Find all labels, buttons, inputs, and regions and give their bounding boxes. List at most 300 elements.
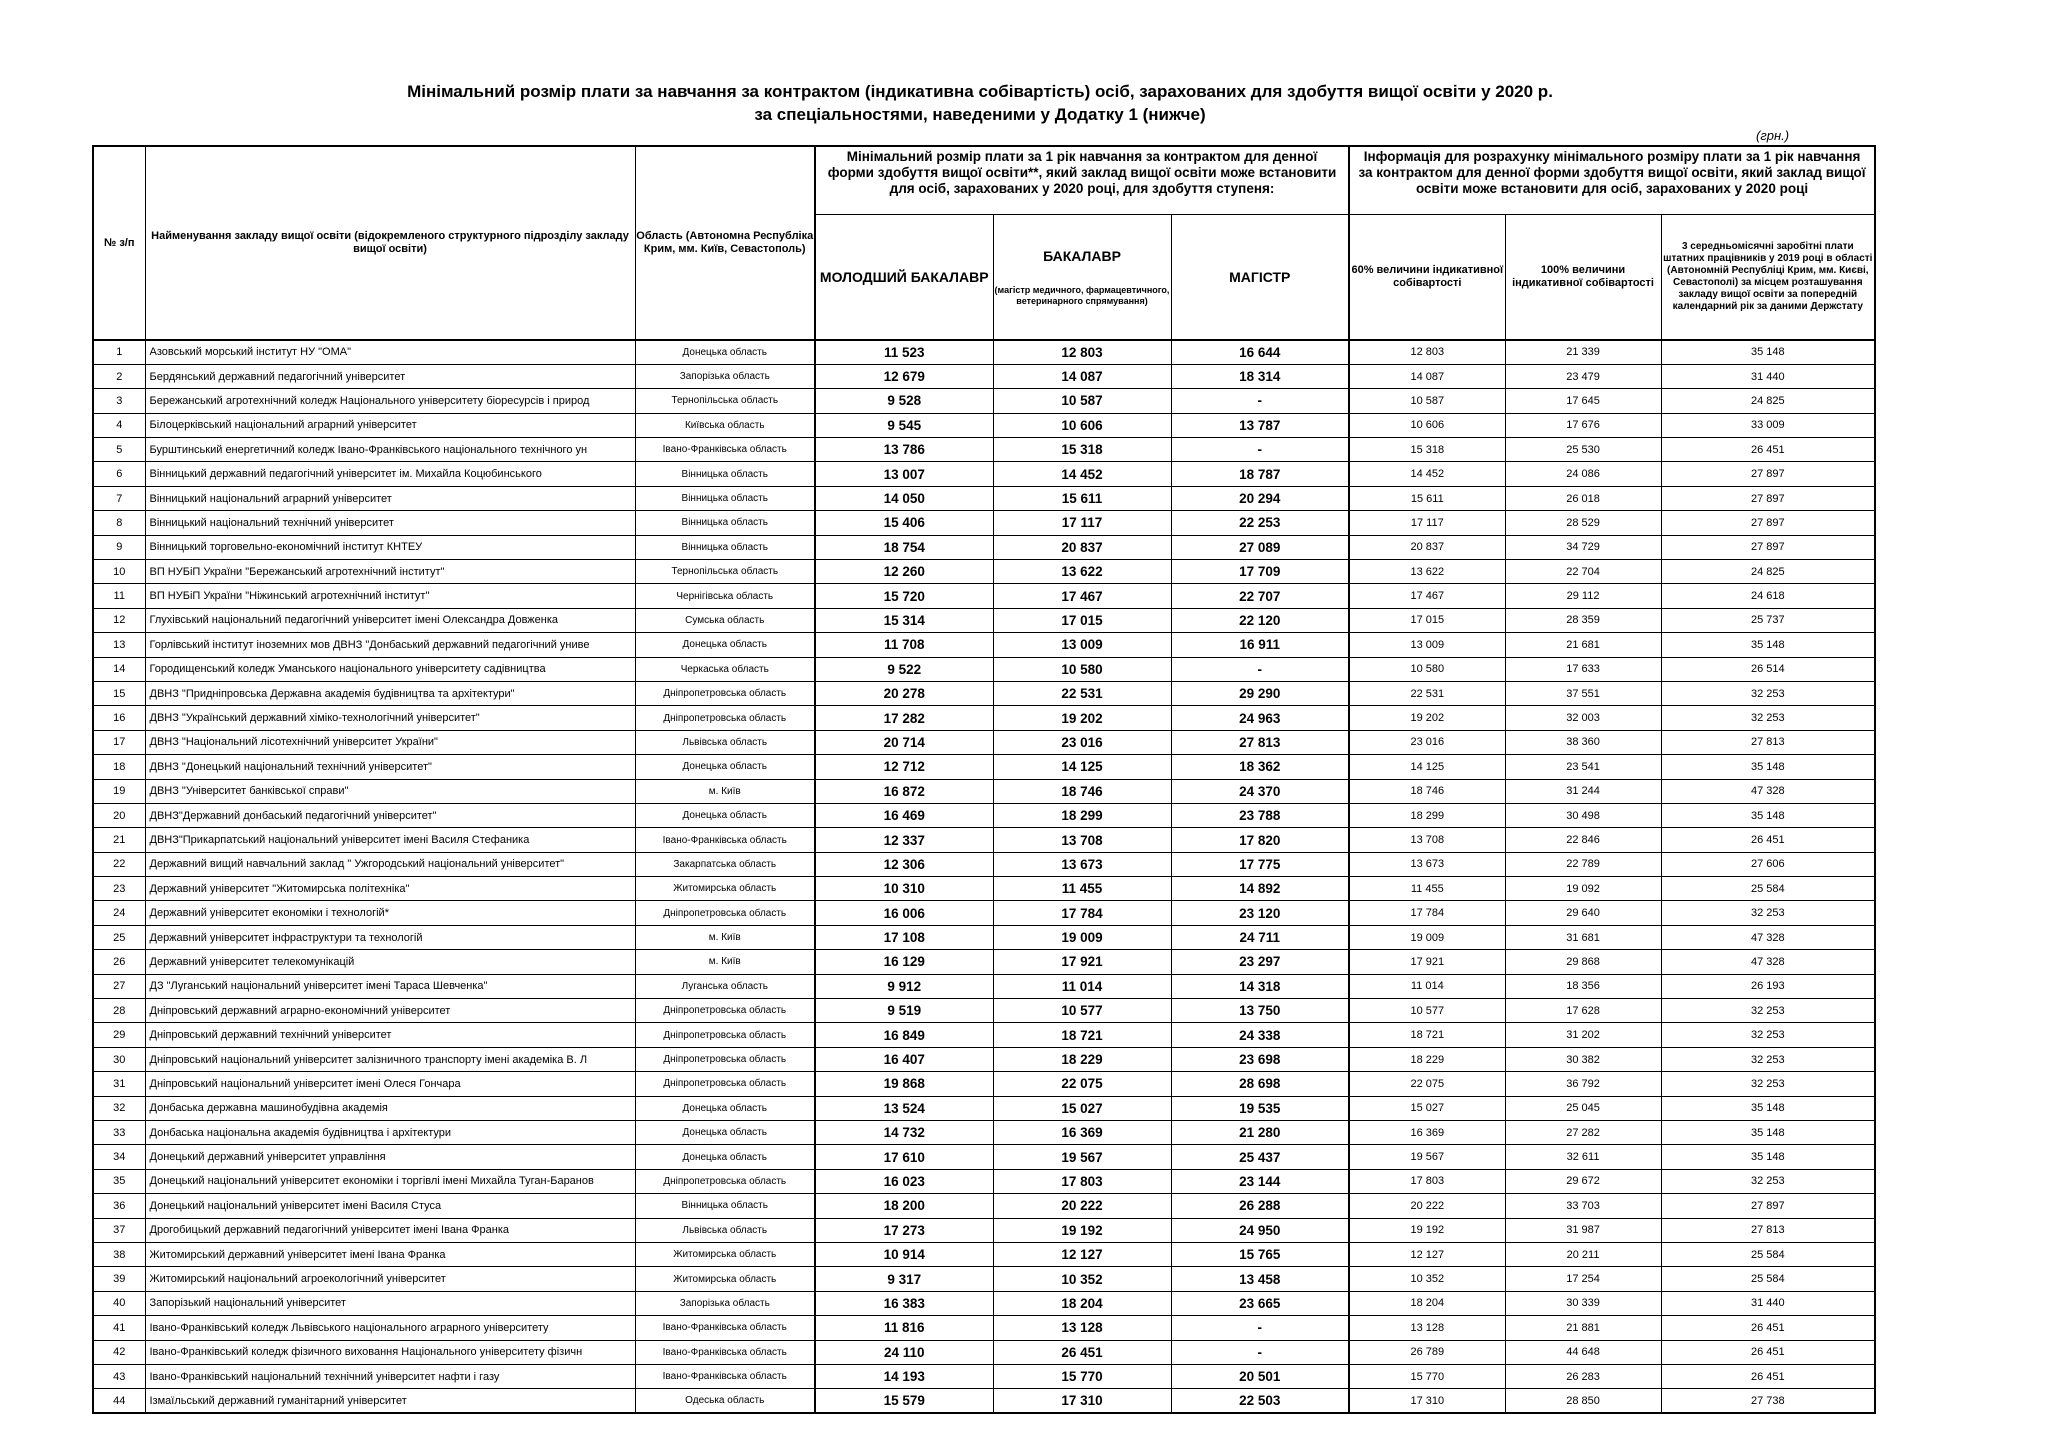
cost-100pct: 21 339 — [1505, 340, 1661, 364]
avg-wage-x3: 32 253 — [1661, 1169, 1875, 1193]
row-number: 36 — [93, 1194, 145, 1218]
fee-bachelor: 15 611 — [993, 486, 1171, 510]
row-number: 21 — [93, 828, 145, 852]
fee-bachelor: 10 580 — [993, 657, 1171, 681]
row-number: 19 — [93, 779, 145, 803]
cost-60pct: 17 310 — [1349, 1389, 1505, 1413]
table-row — [93, 438, 1875, 462]
fee-master: 14 318 — [1171, 974, 1349, 998]
table-row — [93, 974, 1875, 998]
region: Черкаська область — [635, 657, 815, 681]
cost-60pct: 13 708 — [1349, 828, 1505, 852]
cost-60pct: 14 452 — [1349, 462, 1505, 486]
fee-junior-bachelor: 9 912 — [815, 974, 993, 998]
fee-master: 23 698 — [1171, 1047, 1349, 1071]
fee-master: 23 120 — [1171, 901, 1349, 925]
avg-wage-x3: 27 897 — [1661, 1194, 1875, 1218]
table-row — [93, 999, 1875, 1023]
institution-name: ДВНЗ "Український державний хіміко-технологічний університет" — [145, 706, 635, 730]
fee-junior-bachelor: 10 310 — [815, 877, 993, 901]
fee-junior-bachelor: 15 406 — [815, 511, 993, 535]
avg-wage-x3: 31 440 — [1661, 364, 1875, 388]
institution-name: Білоцерківський національний аграрний університет — [145, 413, 635, 437]
row-number: 31 — [93, 1072, 145, 1096]
institution-name: Вінницький національний технічний університет — [145, 511, 635, 535]
table-row — [93, 877, 1875, 901]
table-row — [93, 901, 1875, 925]
fee-master: 18 314 — [1171, 364, 1349, 388]
fee-master: 13 458 — [1171, 1267, 1349, 1291]
institution-name: ДЗ "Луганський національний університет імені Тараса Шевченка" — [145, 974, 635, 998]
table-row — [93, 1218, 1875, 1242]
table-row — [93, 560, 1875, 584]
row-number: 39 — [93, 1267, 145, 1291]
fee-master: 22 253 — [1171, 511, 1349, 535]
fee-bachelor: 10 606 — [993, 413, 1171, 437]
fee-master: - — [1171, 438, 1349, 462]
cost-100pct: 23 541 — [1505, 755, 1661, 779]
table-row — [93, 1316, 1875, 1340]
cost-100pct: 17 633 — [1505, 657, 1661, 681]
cost-100pct: 22 789 — [1505, 852, 1661, 876]
fee-master: 19 535 — [1171, 1096, 1349, 1120]
region: Вінницька область — [635, 535, 815, 559]
fee-junior-bachelor: 16 006 — [815, 901, 993, 925]
fee-bachelor: 23 016 — [993, 730, 1171, 754]
institution-name: Донбаська державна машинобудівна академія — [145, 1096, 635, 1120]
cost-100pct: 17 645 — [1505, 389, 1661, 413]
cost-100pct: 38 360 — [1505, 730, 1661, 754]
table-row — [93, 657, 1875, 681]
cost-100pct: 25 530 — [1505, 438, 1661, 462]
unit-label: (грн.) — [1756, 128, 1790, 143]
cost-100pct: 28 359 — [1505, 608, 1661, 632]
avg-wage-x3: 27 606 — [1661, 852, 1875, 876]
institution-name: Дніпровський державний технічний університет — [145, 1023, 635, 1047]
fee-master: 16 644 — [1171, 340, 1349, 364]
cost-60pct: 16 369 — [1349, 1121, 1505, 1145]
table-row — [93, 413, 1875, 437]
fee-junior-bachelor: 12 679 — [815, 364, 993, 388]
institution-name: Горлівський інститут іноземних мов ДВНЗ "Донбаський державний педагогічний униве — [145, 633, 635, 657]
table-row — [93, 1389, 1875, 1413]
avg-wage-x3: 26 451 — [1661, 828, 1875, 852]
avg-wage-x3: 35 148 — [1661, 755, 1875, 779]
fee-junior-bachelor: 13 007 — [815, 462, 993, 486]
table-row — [93, 608, 1875, 632]
cost-100pct: 30 498 — [1505, 803, 1661, 827]
region: м. Київ — [635, 950, 815, 974]
fee-junior-bachelor: 15 579 — [815, 1389, 993, 1413]
institution-name: Дніпровський державний аграрно-економічний університет — [145, 999, 635, 1023]
table-row — [93, 1340, 1875, 1364]
table-body — [93, 340, 1875, 1413]
cost-100pct: 20 211 — [1505, 1242, 1661, 1266]
avg-wage-x3: 27 897 — [1661, 486, 1875, 510]
cost-60pct: 13 673 — [1349, 852, 1505, 876]
row-number: 2 — [93, 364, 145, 388]
row-number: 34 — [93, 1145, 145, 1169]
row-number: 18 — [93, 755, 145, 779]
fee-bachelor: 18 229 — [993, 1047, 1171, 1071]
fee-master: 21 280 — [1171, 1121, 1349, 1145]
row-number: 42 — [93, 1340, 145, 1364]
institution-name: Бурштинський енергетичний коледж Івано-Франківського національного технічного ун — [145, 438, 635, 462]
avg-wage-x3: 47 328 — [1661, 779, 1875, 803]
row-number: 41 — [93, 1316, 145, 1340]
avg-wage-x3: 32 253 — [1661, 999, 1875, 1023]
institution-name: Бердянський державний педагогічний університет — [145, 364, 635, 388]
avg-wage-x3: 47 328 — [1661, 925, 1875, 949]
fee-bachelor: 12 803 — [993, 340, 1171, 364]
region: Івано-Франківська область — [635, 1340, 815, 1364]
fee-master: 25 437 — [1171, 1145, 1349, 1169]
cost-100pct: 17 254 — [1505, 1267, 1661, 1291]
region: м. Київ — [635, 779, 815, 803]
avg-wage-x3: 24 618 — [1661, 584, 1875, 608]
fee-master: 22 503 — [1171, 1389, 1349, 1413]
fee-bachelor: 20 837 — [993, 535, 1171, 559]
fee-bachelor: 18 746 — [993, 779, 1171, 803]
col-header-60pct: 60% величини індикативної собівартості — [1349, 214, 1505, 340]
fee-bachelor: 11 014 — [993, 974, 1171, 998]
cost-100pct: 27 282 — [1505, 1121, 1661, 1145]
avg-wage-x3: 25 737 — [1661, 608, 1875, 632]
cost-60pct: 12 803 — [1349, 340, 1505, 364]
fee-junior-bachelor: 15 314 — [815, 608, 993, 632]
cost-60pct: 14 087 — [1349, 364, 1505, 388]
fee-bachelor: 10 352 — [993, 1267, 1171, 1291]
fee-bachelor: 18 204 — [993, 1291, 1171, 1315]
row-number: 11 — [93, 584, 145, 608]
cost-60pct: 17 803 — [1349, 1169, 1505, 1193]
region: Сумська область — [635, 608, 815, 632]
cost-60pct: 17 467 — [1349, 584, 1505, 608]
fee-junior-bachelor: 16 872 — [815, 779, 993, 803]
institution-name: Дніпровський національний університет імені Олеся Гончара — [145, 1072, 635, 1096]
institution-name: Ізмаїльський державний гуманітарний університет — [145, 1389, 635, 1413]
table-row — [93, 828, 1875, 852]
fee-junior-bachelor: 14 732 — [815, 1121, 993, 1145]
cost-60pct: 26 789 — [1349, 1340, 1505, 1364]
fee-junior-bachelor: 17 282 — [815, 706, 993, 730]
row-number: 30 — [93, 1047, 145, 1071]
col-header-master: МАГІСТР — [1171, 214, 1349, 340]
cost-100pct: 23 479 — [1505, 364, 1661, 388]
cost-60pct: 14 125 — [1349, 755, 1505, 779]
fee-master: 23 144 — [1171, 1169, 1349, 1193]
region: Луганська область — [635, 974, 815, 998]
fee-master: 20 294 — [1171, 486, 1349, 510]
row-number: 8 — [93, 511, 145, 535]
row-number: 32 — [93, 1096, 145, 1120]
fee-master: 22 120 — [1171, 608, 1349, 632]
region: Дніпропетровська область — [635, 1072, 815, 1096]
row-number: 20 — [93, 803, 145, 827]
row-number: 13 — [93, 633, 145, 657]
cost-60pct: 20 837 — [1349, 535, 1505, 559]
avg-wage-x3: 32 253 — [1661, 706, 1875, 730]
avg-wage-x3: 32 253 — [1661, 681, 1875, 705]
avg-wage-x3: 26 193 — [1661, 974, 1875, 998]
institution-name: Городищенський коледж Уманського національного університету садівництва — [145, 657, 635, 681]
fee-bachelor: 17 015 — [993, 608, 1171, 632]
table-row — [93, 511, 1875, 535]
avg-wage-x3: 26 451 — [1661, 1364, 1875, 1388]
region: Запорізька область — [635, 1291, 815, 1315]
table-row — [93, 950, 1875, 974]
cost-60pct: 17 784 — [1349, 901, 1505, 925]
institution-name: Бережанський агротехнічний коледж Національного університету біоресурсів і природ — [145, 389, 635, 413]
fee-junior-bachelor: 19 868 — [815, 1072, 993, 1096]
table-row — [93, 1096, 1875, 1120]
fee-junior-bachelor: 17 273 — [815, 1218, 993, 1242]
cost-60pct: 17 015 — [1349, 608, 1505, 632]
fee-bachelor: 15 770 — [993, 1364, 1171, 1388]
table-row — [93, 1047, 1875, 1071]
row-number: 40 — [93, 1291, 145, 1315]
avg-wage-x3: 27 738 — [1661, 1389, 1875, 1413]
fee-bachelor: 10 587 — [993, 389, 1171, 413]
col-group-calc-info: Інформація для розрахунку мінімального розміру плати за 1 рік навчання за контрактом для денної форми здобуття вищої освіти, який заклад вищої освіти може встановити для осіб, зарахованих у 2020 році — [1349, 146, 1875, 214]
fee-master: 24 711 — [1171, 925, 1349, 949]
fee-junior-bachelor: 15 720 — [815, 584, 993, 608]
row-number: 6 — [93, 462, 145, 486]
fee-bachelor: 17 310 — [993, 1389, 1171, 1413]
cost-60pct: 18 299 — [1349, 803, 1505, 827]
avg-wage-x3: 26 451 — [1661, 1316, 1875, 1340]
col-header-name: Найменування закладу вищої освіти (відокремленого структурного підрозділу закладу вищої освіти) — [145, 146, 635, 340]
cost-60pct: 15 027 — [1349, 1096, 1505, 1120]
cost-100pct: 34 729 — [1505, 535, 1661, 559]
fee-junior-bachelor: 12 337 — [815, 828, 993, 852]
row-number: 16 — [93, 706, 145, 730]
institution-name: Івано-Франківський коледж фізичного виховання Національного університету фізичн — [145, 1340, 635, 1364]
cost-100pct: 26 018 — [1505, 486, 1661, 510]
fee-junior-bachelor: 10 914 — [815, 1242, 993, 1266]
cost-100pct: 24 086 — [1505, 462, 1661, 486]
fee-master: 29 290 — [1171, 681, 1349, 705]
region: Вінницька область — [635, 486, 815, 510]
cost-60pct: 10 606 — [1349, 413, 1505, 437]
avg-wage-x3: 24 825 — [1661, 560, 1875, 584]
fee-master: 18 362 — [1171, 755, 1349, 779]
fee-junior-bachelor: 16 023 — [815, 1169, 993, 1193]
region: Вінницька область — [635, 462, 815, 486]
cost-100pct: 19 092 — [1505, 877, 1661, 901]
cost-60pct: 19 202 — [1349, 706, 1505, 730]
cost-100pct: 36 792 — [1505, 1072, 1661, 1096]
region: Донецька область — [635, 755, 815, 779]
fee-junior-bachelor: 12 306 — [815, 852, 993, 876]
avg-wage-x3: 32 253 — [1661, 1047, 1875, 1071]
institution-name: Державний університет економіки і технологій* — [145, 901, 635, 925]
cost-100pct: 22 704 — [1505, 560, 1661, 584]
region: Донецька область — [635, 1096, 815, 1120]
row-number: 5 — [93, 438, 145, 462]
table-row — [93, 1072, 1875, 1096]
region: Івано-Франківська область — [635, 828, 815, 852]
table-row — [93, 755, 1875, 779]
table-row — [93, 1121, 1875, 1145]
region: м. Київ — [635, 925, 815, 949]
row-number: 35 — [93, 1169, 145, 1193]
avg-wage-x3: 24 825 — [1661, 389, 1875, 413]
table-row — [93, 730, 1875, 754]
institution-name: Донецький національний університет імені Василя Стуса — [145, 1194, 635, 1218]
fee-junior-bachelor: 20 714 — [815, 730, 993, 754]
row-number: 4 — [93, 413, 145, 437]
cost-100pct: 18 356 — [1505, 974, 1661, 998]
institution-name: Донецький державний університет управління — [145, 1145, 635, 1169]
fee-bachelor: 19 192 — [993, 1218, 1171, 1242]
row-number: 23 — [93, 877, 145, 901]
avg-wage-x3: 26 451 — [1661, 1340, 1875, 1364]
table-row — [93, 340, 1875, 364]
fee-junior-bachelor: 13 786 — [815, 438, 993, 462]
fee-junior-bachelor: 14 050 — [815, 486, 993, 510]
region: Донецька область — [635, 803, 815, 827]
avg-wage-x3: 35 148 — [1661, 1096, 1875, 1120]
fee-master: 20 501 — [1171, 1364, 1349, 1388]
fee-bachelor: 22 075 — [993, 1072, 1171, 1096]
table-row — [93, 462, 1875, 486]
fee-bachelor: 17 784 — [993, 901, 1171, 925]
row-number: 25 — [93, 925, 145, 949]
row-number: 14 — [93, 657, 145, 681]
cost-60pct: 19 567 — [1349, 1145, 1505, 1169]
avg-wage-x3: 26 514 — [1661, 657, 1875, 681]
fee-junior-bachelor: 16 383 — [815, 1291, 993, 1315]
row-number: 26 — [93, 950, 145, 974]
cost-60pct: 13 128 — [1349, 1316, 1505, 1340]
institution-name: Запорізький національний університет — [145, 1291, 635, 1315]
fee-bachelor: 11 455 — [993, 877, 1171, 901]
fee-master: 23 297 — [1171, 950, 1349, 974]
table-row — [93, 535, 1875, 559]
institution-name: Вінницький державний педагогічний університет ім. Михайла Коцюбинського — [145, 462, 635, 486]
table-header — [93, 146, 1875, 340]
row-number: 43 — [93, 1364, 145, 1388]
col-group-min-fee: Мінімальний розмір плати за 1 рік навчання за контрактом для денної форми здобуття вищої освіти**, який заклад вищої освіти може встановити для осіб, зарахованих у 2020 році, для здобуття ступеня: — [815, 146, 1349, 214]
fee-master: - — [1171, 1316, 1349, 1340]
cost-100pct: 29 672 — [1505, 1169, 1661, 1193]
institution-name: Вінницький торговельно-економічний інститут КНТЕУ — [145, 535, 635, 559]
table-row — [93, 389, 1875, 413]
fee-master: 23 665 — [1171, 1291, 1349, 1315]
row-number: 7 — [93, 486, 145, 510]
table-row — [93, 779, 1875, 803]
cost-100pct: 31 244 — [1505, 779, 1661, 803]
bachelor-note: (магістр медичного, фармацевтичного, ветеринарного спрямування) — [994, 284, 1170, 306]
region: Донецька область — [635, 633, 815, 657]
avg-wage-x3: 35 148 — [1661, 803, 1875, 827]
fee-master: 27 089 — [1171, 535, 1349, 559]
avg-wage-x3: 25 584 — [1661, 1242, 1875, 1266]
region: Одеська область — [635, 1389, 815, 1413]
institution-name: Дніпровський національний університет залізничного транспорту імені академіка В. Л — [145, 1047, 635, 1071]
avg-wage-x3: 31 440 — [1661, 1291, 1875, 1315]
fee-master: 27 813 — [1171, 730, 1349, 754]
cost-100pct: 21 881 — [1505, 1316, 1661, 1340]
fee-master: 16 911 — [1171, 633, 1349, 657]
fee-master: 15 765 — [1171, 1242, 1349, 1266]
fee-master: 13 787 — [1171, 413, 1349, 437]
bachelor-label: БАКАЛАВР — [1043, 247, 1121, 264]
table-row — [93, 584, 1875, 608]
row-number: 44 — [93, 1389, 145, 1413]
row-number: 29 — [93, 1023, 145, 1047]
col-header-100pct: 100% величини індикативної собівартості — [1505, 214, 1661, 340]
table-row — [93, 633, 1875, 657]
cost-100pct: 30 339 — [1505, 1291, 1661, 1315]
avg-wage-x3: 33 009 — [1661, 413, 1875, 437]
cost-100pct: 32 611 — [1505, 1145, 1661, 1169]
fee-master: 13 750 — [1171, 999, 1349, 1023]
table-row — [93, 486, 1875, 510]
table-row — [93, 803, 1875, 827]
avg-wage-x3: 27 897 — [1661, 462, 1875, 486]
region: Дніпропетровська область — [635, 706, 815, 730]
cost-60pct: 18 229 — [1349, 1047, 1505, 1071]
table-row — [93, 681, 1875, 705]
avg-wage-x3: 27 897 — [1661, 511, 1875, 535]
cost-60pct: 22 531 — [1349, 681, 1505, 705]
institution-name: Житомирський державний університет імені Івана Франка — [145, 1242, 635, 1266]
institution-name: ДВНЗ "Національний лісотехнічний університет України" — [145, 730, 635, 754]
cost-100pct: 28 529 — [1505, 511, 1661, 535]
col-header-region: Область (Автономна Республіка Крим, мм. Київ, Севастополь) — [635, 146, 815, 340]
cost-60pct: 17 921 — [1349, 950, 1505, 974]
fee-bachelor: 19 202 — [993, 706, 1171, 730]
row-number: 24 — [93, 901, 145, 925]
region: Івано-Франківська область — [635, 1364, 815, 1388]
region: Житомирська область — [635, 877, 815, 901]
institution-name: Донбаська національна академія будівництва і архітектури — [145, 1121, 635, 1145]
row-number: 33 — [93, 1121, 145, 1145]
fee-master: 17 709 — [1171, 560, 1349, 584]
fee-bachelor: 14 125 — [993, 755, 1171, 779]
table-row — [93, 852, 1875, 876]
fee-junior-bachelor: 11 816 — [815, 1316, 993, 1340]
cost-60pct: 11 455 — [1349, 877, 1505, 901]
region: Житомирська область — [635, 1267, 815, 1291]
region: Закарпатська область — [635, 852, 815, 876]
fee-junior-bachelor: 9 522 — [815, 657, 993, 681]
fee-master: - — [1171, 389, 1349, 413]
row-number: 37 — [93, 1218, 145, 1242]
row-number: 17 — [93, 730, 145, 754]
region: Чернігівська область — [635, 584, 815, 608]
fee-master: 24 950 — [1171, 1218, 1349, 1242]
cost-100pct: 31 681 — [1505, 925, 1661, 949]
avg-wage-x3: 25 584 — [1661, 1267, 1875, 1291]
region: Тернопільська область — [635, 389, 815, 413]
fee-master: 24 963 — [1171, 706, 1349, 730]
institution-name: Азовський морський інститут НУ "ОМА" — [145, 340, 635, 364]
fee-bachelor: 22 531 — [993, 681, 1171, 705]
fee-junior-bachelor: 16 129 — [815, 950, 993, 974]
table-row — [93, 1023, 1875, 1047]
cost-100pct: 31 202 — [1505, 1023, 1661, 1047]
col-header-wage: 3 середньомісячні заробітні плати штатних працівників у 2019 році в області (Автономній Республіці Крим, мм. Києві, Севастополі) за місцем розташування закладу вищої освіти за попередній календарний рік за даними Держстату — [1661, 214, 1875, 340]
fee-bachelor: 15 318 — [993, 438, 1171, 462]
fee-bachelor: 13 622 — [993, 560, 1171, 584]
fee-junior-bachelor: 24 110 — [815, 1340, 993, 1364]
fee-junior-bachelor: 9 317 — [815, 1267, 993, 1291]
row-number: 12 — [93, 608, 145, 632]
title-line-2: за спеціальностями, наведеними у Додатку 1 (нижче) — [754, 105, 1206, 124]
